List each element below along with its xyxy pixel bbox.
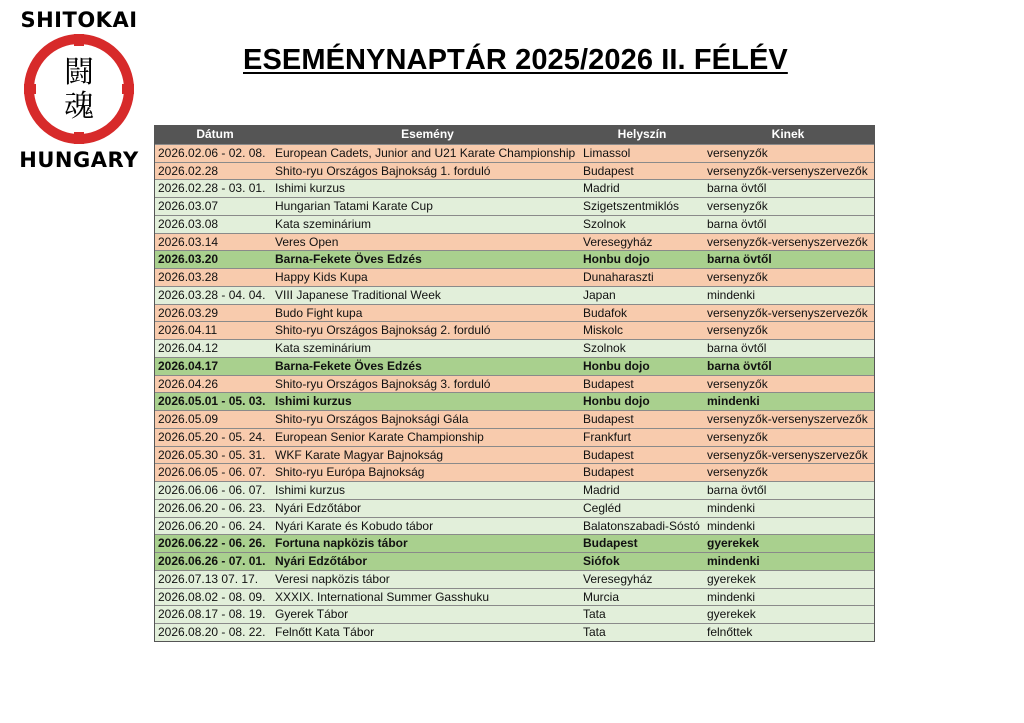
- page-title: ESEMÉNYNAPTÁR 2025/2026 II. FÉLÉV: [243, 44, 788, 76]
- event-target: barna övtől: [707, 252, 772, 267]
- event-target: mindenki: [707, 518, 756, 533]
- table-row: [155, 392, 874, 410]
- event-place: Budapest: [583, 536, 638, 551]
- event-target: versenyzők: [707, 465, 768, 480]
- event-name: VIII Japanese Traditional Week: [275, 287, 441, 302]
- event-name: European Senior Karate Championship: [275, 429, 484, 444]
- header-event: Esemény: [401, 127, 454, 141]
- event-name: Kata szeminárium: [275, 216, 372, 231]
- table-row: [155, 215, 874, 233]
- event-place: Madrid: [583, 181, 620, 196]
- event-target: versenyzők-versenyszervezők: [707, 305, 868, 320]
- table-row: [155, 623, 874, 641]
- header-target: Kinek: [771, 127, 805, 141]
- event-place: Honbu dojo: [583, 394, 650, 409]
- logo-bottom-text: HUNGARY: [19, 148, 139, 172]
- event-name: European Cadets, Junior and U21 Karate Championship: [275, 145, 576, 160]
- table-row: [155, 517, 874, 535]
- table-row: [155, 286, 874, 304]
- event-date: 2026.08.20 - 08. 22.: [158, 625, 266, 639]
- event-place: Veresegyház: [583, 571, 653, 586]
- table-row: [155, 197, 874, 215]
- table-row: [155, 588, 874, 606]
- event-date: 2026.04.17: [158, 358, 219, 373]
- event-place: Miskolc: [583, 323, 624, 338]
- event-place: Balatonszabadi-Sóstó: [583, 518, 700, 533]
- event-target: versenyzők: [707, 199, 768, 213]
- table-row: [155, 339, 874, 357]
- event-target: versenyzők-versenyszervezők: [707, 447, 868, 462]
- event-place: Cegléd: [583, 500, 622, 515]
- event-target: mindenki: [707, 500, 756, 515]
- event-place: Japan: [583, 287, 616, 302]
- event-name: Gyerek Tábor: [275, 607, 349, 622]
- event-place: Madrid: [583, 483, 620, 497]
- event-target: gyerekek: [707, 607, 756, 622]
- event-target: versenyzők: [707, 145, 768, 160]
- event-target: barna övtől: [707, 216, 767, 231]
- event-date: 2026.03.07: [158, 199, 219, 213]
- table-row: [155, 375, 874, 393]
- event-name: Veresi napközis tábor: [275, 571, 390, 586]
- event-name: Budo Fight kupa: [275, 305, 363, 320]
- event-date: 2026.03.28: [158, 270, 219, 284]
- event-place: Honbu dojo: [583, 252, 650, 267]
- event-date: 2026.06.06 - 06. 07.: [158, 483, 266, 497]
- event-date: 2026.04.26: [158, 376, 219, 391]
- event-name: Barna-Fekete Öves Edzés: [275, 252, 422, 267]
- table-row: [155, 233, 874, 251]
- event-place: Dunaharaszti: [583, 270, 654, 284]
- table-row: [155, 357, 874, 375]
- emblem-char-top: 闘: [64, 55, 94, 90]
- event-place: Budapest: [583, 163, 634, 178]
- event-target: mindenki: [707, 589, 756, 604]
- table-row: [155, 268, 874, 286]
- header-place: Helyszín: [617, 127, 667, 141]
- table-row: [155, 570, 874, 588]
- table-row: [155, 552, 874, 570]
- table-row: [155, 321, 874, 339]
- emblem-char-bottom: 魂: [64, 89, 94, 124]
- header-date: Dátum: [196, 127, 234, 141]
- table-header-row: [155, 126, 874, 144]
- event-date: 2026.04.11: [158, 323, 218, 338]
- event-target: mindenki: [707, 287, 756, 302]
- event-target: barna övtől: [707, 181, 767, 196]
- event-date: 2026.06.22 - 06. 26.: [158, 536, 266, 551]
- event-place: Budafok: [583, 305, 628, 320]
- event-target: gyerekek: [707, 536, 760, 551]
- event-date: 2026.03.20: [158, 252, 219, 267]
- event-name: Nyári Edzőtábor: [275, 500, 362, 515]
- event-date: 2026.05.01 - 05. 03.: [158, 394, 266, 409]
- event-target: barna övtől: [707, 483, 767, 497]
- event-date: 2026.05.20 - 05. 24.: [158, 429, 266, 444]
- event-target: versenyzők: [707, 429, 768, 444]
- event-date: 2026.03.14: [158, 234, 219, 249]
- event-date: 2026.08.02 - 08. 09.: [158, 589, 266, 604]
- event-target: gyerekek: [707, 571, 756, 586]
- event-target: versenyzők: [707, 376, 768, 391]
- event-place: Tata: [583, 607, 606, 622]
- event-target: mindenki: [707, 394, 760, 409]
- logo-top-text: SHITOKAI: [20, 8, 138, 32]
- event-place: Veresegyház: [583, 234, 653, 249]
- event-place: Szigetszentmiklós: [583, 199, 680, 213]
- table-row: [155, 304, 874, 322]
- event-name: Ishimi kurzus: [275, 483, 346, 497]
- event-place: Szolnok: [583, 216, 626, 231]
- event-calendar-table: [154, 125, 875, 642]
- table-row: [155, 179, 874, 197]
- table-row: [155, 605, 874, 623]
- event-date: 2026.06.20 - 06. 23.: [158, 500, 266, 515]
- event-name: Shito-ryu Országos Bajnokság 2. forduló: [275, 323, 491, 338]
- event-target: versenyzők-versenyszervezők: [707, 234, 868, 249]
- event-place: Frankfurt: [583, 429, 632, 444]
- event-date: 2026.05.09: [158, 412, 219, 426]
- event-date: 2026.08.17 - 08. 19.: [158, 607, 266, 622]
- event-name: Ishimi kurzus: [275, 394, 352, 409]
- event-name: WKF Karate Magyar Bajnokság: [275, 447, 444, 462]
- event-name: Fortuna napközis tábor: [275, 536, 408, 551]
- event-target: versenyzők: [707, 270, 768, 284]
- shitokai-hungary-logo: [8, 8, 150, 174]
- event-date: 2026.02.28: [158, 163, 219, 178]
- event-place: Budapest: [583, 447, 634, 462]
- event-name: Nyári Edzőtábor: [275, 554, 368, 568]
- event-name: Hungarian Tatami Karate Cup: [275, 199, 433, 213]
- event-target: versenyzők-versenyszervezők: [707, 163, 868, 178]
- event-name: XXXIX. International Summer Gasshuku: [275, 589, 490, 604]
- table-row: [155, 499, 874, 517]
- table-row: [155, 144, 874, 162]
- event-target: barna övtől: [707, 341, 767, 355]
- event-date: 2026.02.28 - 03. 01.: [158, 181, 266, 196]
- event-target: mindenki: [707, 554, 760, 568]
- event-name: Happy Kids Kupa: [275, 270, 368, 284]
- logo-emblem-icon: [23, 32, 135, 146]
- event-place: Honbu dojo: [583, 358, 650, 373]
- event-place: Budapest: [583, 465, 634, 480]
- event-date: 2026.06.20 - 06. 24.: [158, 518, 266, 533]
- table-row: [155, 481, 874, 499]
- event-target: versenyzők: [707, 323, 768, 338]
- event-name: Felnőtt Kata Tábor: [275, 625, 375, 639]
- event-place: Limassol: [583, 145, 631, 160]
- table-row: [155, 410, 874, 428]
- event-date: 2026.06.05 - 06. 07.: [158, 465, 266, 480]
- event-place: Siófok: [583, 554, 620, 568]
- event-date: 2026.03.28 - 04. 04.: [158, 287, 266, 302]
- event-name: Barna-Fekete Öves Edzés: [275, 358, 422, 373]
- table-row: [155, 463, 874, 481]
- event-name: Ishimi kurzus: [275, 181, 346, 196]
- event-name: Veres Open: [275, 234, 339, 249]
- table-row: [155, 446, 874, 464]
- event-place: Tata: [583, 625, 606, 639]
- table-row: [155, 250, 874, 268]
- event-target: barna övtől: [707, 358, 772, 373]
- event-date: 2026.05.30 - 05. 31.: [158, 447, 266, 462]
- event-date: 2026.04.12: [158, 341, 219, 355]
- event-target: felnőttek: [707, 625, 753, 639]
- event-date: 2026.07.13 07. 17.: [158, 571, 259, 586]
- table-row: [155, 428, 874, 446]
- event-place: Budapest: [583, 412, 634, 426]
- event-name: Shito-ryu Országos Bajnokság 3. forduló: [275, 376, 491, 391]
- event-place: Budapest: [583, 376, 634, 391]
- event-place: Szolnok: [583, 341, 626, 355]
- event-name: Shito-ryu Országos Bajnokság 1. forduló: [275, 163, 491, 178]
- event-name: Kata szeminárium: [275, 341, 372, 355]
- event-target: versenyzők-versenyszervezők: [707, 412, 868, 426]
- event-name: Shito-ryu Európa Bajnokság: [275, 465, 425, 480]
- event-date: 2026.03.08: [158, 216, 219, 231]
- table-row: [155, 162, 874, 180]
- event-place: Murcia: [583, 589, 620, 604]
- event-date: 2026.03.29: [158, 305, 219, 320]
- table-row: [155, 534, 874, 552]
- event-date: 2026.02.06 - 02. 08.: [158, 145, 266, 160]
- event-name: Nyári Karate és Kobudo tábor: [275, 518, 434, 533]
- event-date: 2026.06.26 - 07. 01.: [158, 554, 266, 568]
- event-name: Shito-ryu Országos Bajnoksági Gála: [275, 412, 469, 426]
